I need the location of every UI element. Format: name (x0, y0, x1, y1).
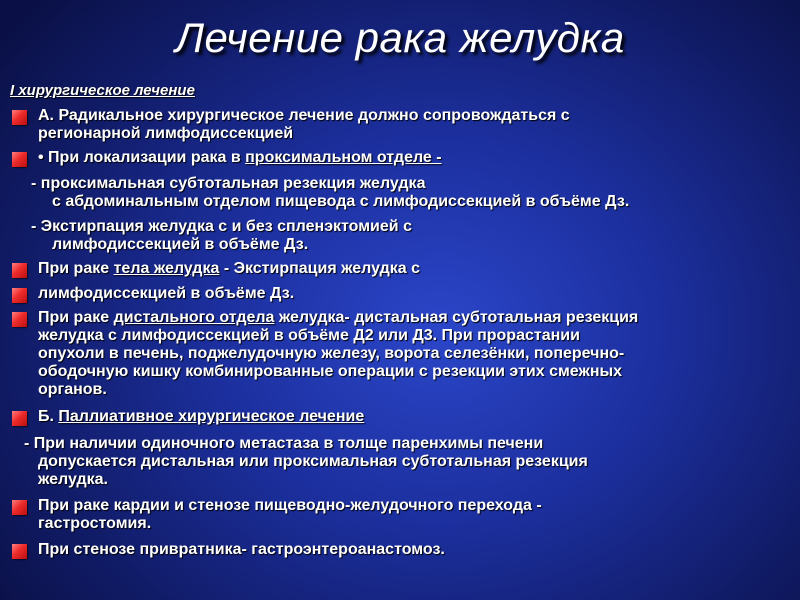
item-distal-line-3: опухоли в печень, поджелудочную железу, ворота селезёнки, поперечно- (38, 345, 625, 362)
item-distal-line-4: ободочную кишку комбинированные операции с резекции этих смежных (38, 363, 623, 380)
bullet-icon (12, 152, 27, 167)
item-proximal-link: проксимальном отделе - (245, 149, 442, 166)
item-distal-link: дистального отдела (113, 309, 275, 326)
item-distal (38, 309, 638, 327)
bullet-icon (12, 500, 27, 515)
section-heading: I хирургическое лечение (10, 82, 195, 99)
item-extirpation-line-1: - Экстирпация желудка с и без спленэктомией с (31, 218, 412, 235)
bullet-icon (12, 411, 27, 426)
item-distal-line-2: желудка с лимфодиссекцией в объёме Д2 или Д3. При прорастании (38, 327, 580, 344)
item-body-link: тела желудка (113, 260, 220, 277)
bullet-icon (12, 110, 27, 125)
item-body-line-2: лимфодиссекцией в объёме Дз. (38, 285, 295, 302)
item-body-suffix: - Экстирпация желудка с (219, 260, 421, 277)
item-metastasis-line-2: допускается дистальная или проксимальная субтотальная резекция (38, 453, 588, 470)
item-b-prefix: Б. (38, 408, 59, 425)
item-cardia-line-2: гастростомия. (38, 515, 152, 532)
item-metastasis-line-1: - При наличии одиночного метастаза в толще паренхимы печени (24, 435, 544, 452)
item-a-line-1: А. Радикальное хирургическое лечение должно сопровождаться с (38, 107, 570, 124)
bullet-icon (12, 288, 27, 303)
bullet-icon (12, 263, 27, 278)
item-distal-suffix: желудка- дистальная субтотальная резекция (274, 309, 639, 326)
item-pylorus-line-1: При стенозе привратника- гастроэнтероанастомоз. (38, 541, 445, 558)
bullet-icon (12, 544, 27, 559)
item-proximal (38, 149, 442, 167)
bullet-icon (12, 312, 27, 327)
item-metastasis-line-3: желудка. (38, 471, 108, 488)
item-extirpation-line-2: лимфодиссекцией в объёме Дз. (52, 236, 309, 253)
slide-title: Лечение рака желудка (175, 14, 625, 61)
item-proximal-prefix: • При локализации рака в (38, 149, 246, 166)
item-subtotal-line-2: с абдоминальным отделом пищевода с лимфодиссекцией в объёме Дз. (52, 193, 630, 210)
item-distal-prefix: При раке (38, 309, 114, 326)
item-a-line-2: регионарной лимфодиссекцией (38, 125, 294, 142)
item-b-link: Паллиативное хирургическое лечение (58, 408, 365, 425)
item-cardia-line-1: При раке кардии и стенозе пищеводно-желудочного перехода - (38, 497, 542, 514)
item-distal-line-5: органов. (38, 381, 107, 398)
item-subtotal-line-1: - проксимальная субтотальная резекция желудка (31, 175, 426, 192)
item-body (38, 260, 420, 278)
item-body-prefix: При раке (38, 260, 114, 277)
item-b (38, 408, 364, 426)
